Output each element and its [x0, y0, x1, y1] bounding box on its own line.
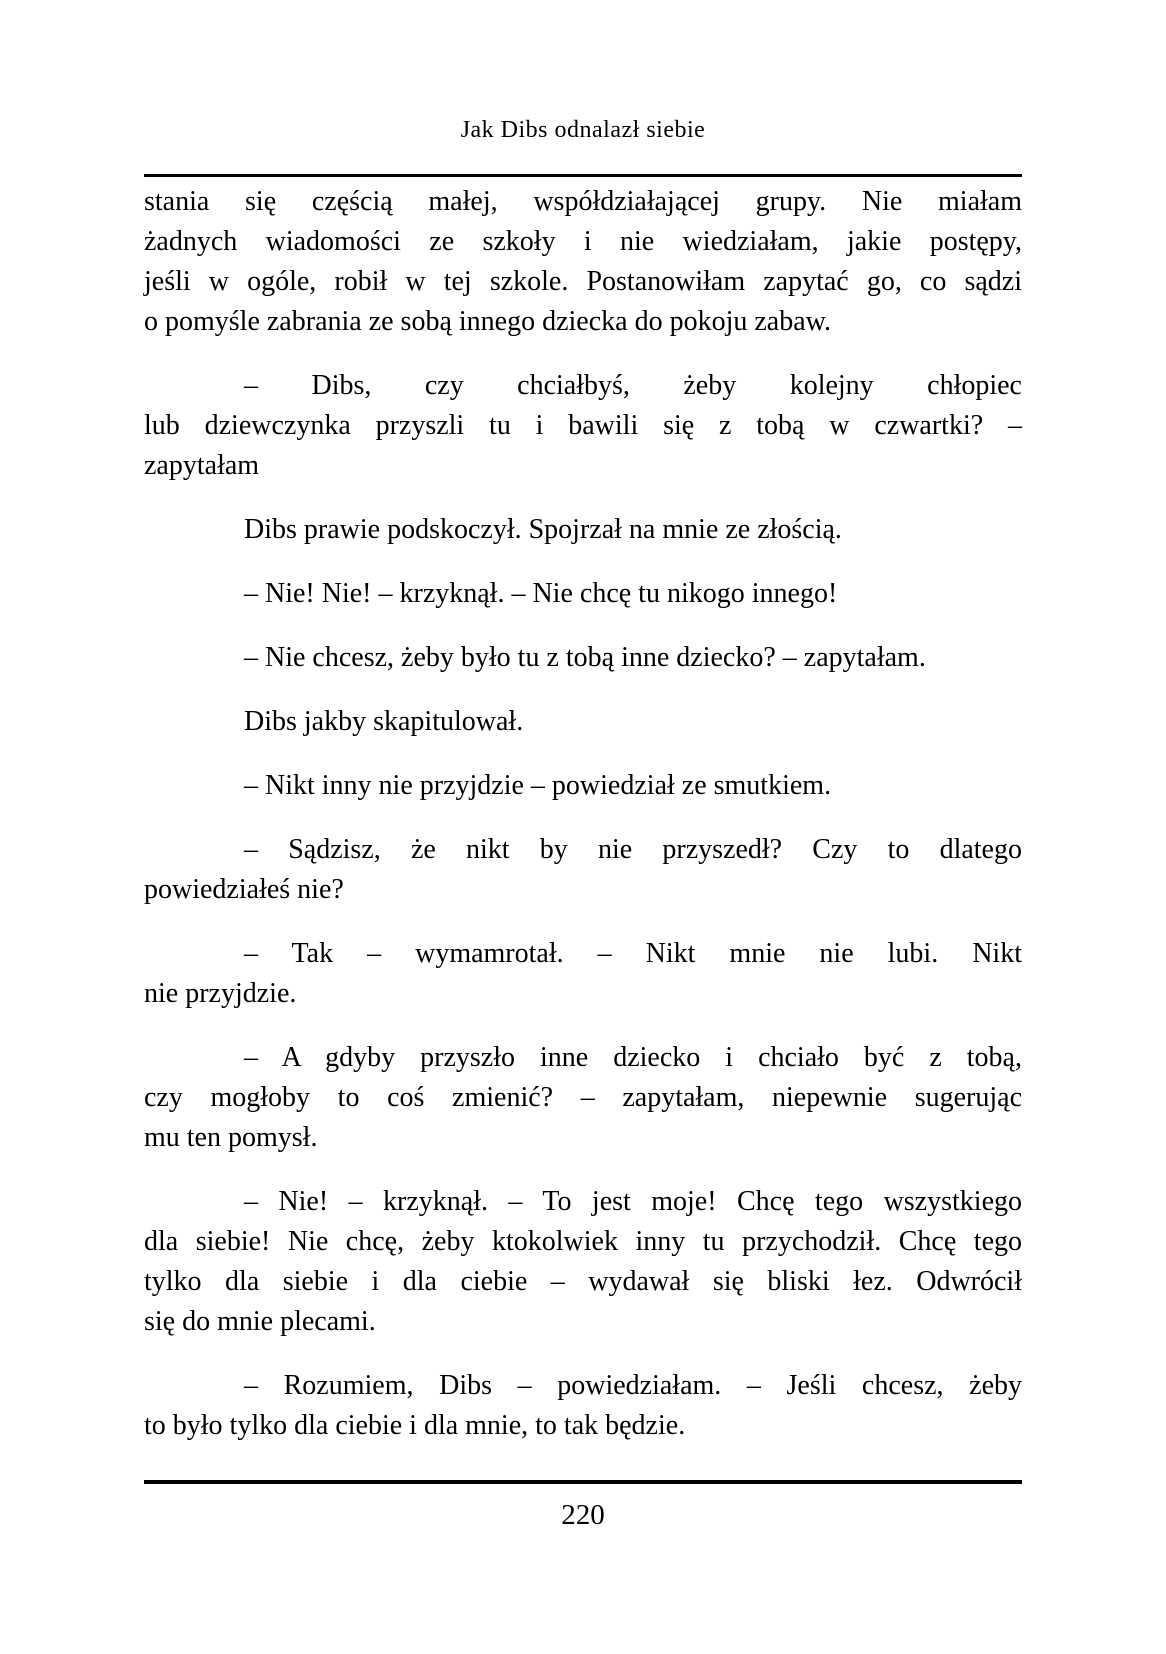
text-line: o pomyśle zabrania ze sobą innego dziecka do pokoju zabaw. [144, 306, 832, 337]
text-line: stania się częścią małej, współdziałającej grupy. Nie miałam [144, 186, 1022, 217]
text-line: się do mnie plecami. [144, 1306, 376, 1337]
text-line: – Sądzisz, że nikt by nie przyszedł? Czy to dlatego [244, 834, 1022, 865]
text-line: – Tak – wymamrotał. – Nikt mnie nie lubi. Nikt [244, 938, 1022, 969]
paragraph [144, 1366, 1022, 1446]
paragraph [144, 638, 1022, 678]
text-line: – Nie! Nie! – krzyknął. – Nie chcę tu nikogo innego! [244, 578, 838, 609]
text-line: to było tylko dla ciebie i dla mnie, to tak będzie. [144, 1410, 686, 1441]
text-line: dla siebie! Nie chcę, żeby ktokolwiek inny tu przychodził. Chcę tego [144, 1226, 1022, 1257]
text-line: lub dziewczynka przyszli tu i bawili się z tobą w czwartki? – [144, 410, 1022, 441]
paragraph [144, 366, 1022, 486]
running-header-title: Jak Dibs odnalazł siebie [460, 117, 706, 143]
text-line: – Nie! – krzyknął. – To jest moje! Chcę tego wszystkiego [244, 1186, 1022, 1217]
text-line: żadnych wiadomości ze szkoły i nie wiedziałam, jakie postępy, [144, 226, 1022, 257]
text-line: powiedziałeś nie? [144, 874, 344, 905]
text-line: jeśli w ogóle, robił w tej szkole. Postanowiłam zapytać go, co sądzi [144, 266, 1022, 297]
text-line: – Nikt inny nie przyjdzie – powiedział ze smutkiem. [244, 770, 832, 801]
header-rule [144, 174, 1022, 177]
paragraph [144, 830, 1022, 910]
footer-rule [144, 1480, 1022, 1484]
paragraph [144, 574, 1022, 614]
paragraph [144, 702, 1022, 742]
paragraph [144, 934, 1022, 1014]
page-number: 220 [561, 1499, 605, 1531]
paragraph [144, 1182, 1022, 1342]
paragraph [144, 1038, 1022, 1158]
text-line: – A gdyby przyszło inne dziecko i chciało być z tobą, [244, 1042, 1022, 1073]
text-line: zapytałam [144, 450, 260, 481]
text-line: mu ten pomysł. [144, 1122, 318, 1153]
text-line: nie przyjdzie. [144, 978, 297, 1009]
text-line: Dibs jakby skapitulował. [244, 706, 524, 737]
paragraph [144, 766, 1022, 806]
text-line: – Nie chcesz, żeby było tu z tobą inne dziecko? – zapytałam. [244, 642, 926, 673]
text-line: – Dibs, czy chciałbyś, żeby kolejny chłopiec [244, 370, 1022, 401]
body-text [144, 182, 1022, 1446]
text-line: tylko dla siebie i dla ciebie – wydawał się bliski łez. Odwrócił [144, 1266, 1022, 1297]
text-line: czy mogłoby to coś zmienić? – zapytałam, niepewnie sugerując [144, 1082, 1022, 1113]
paragraph [144, 182, 1022, 342]
text-line: Dibs prawie podskoczył. Spojrzał na mnie ze złością. [244, 514, 842, 545]
paragraph [144, 510, 1022, 550]
text-line: – Rozumiem, Dibs – powiedziałam. – Jeśli chcesz, żeby [244, 1370, 1022, 1401]
